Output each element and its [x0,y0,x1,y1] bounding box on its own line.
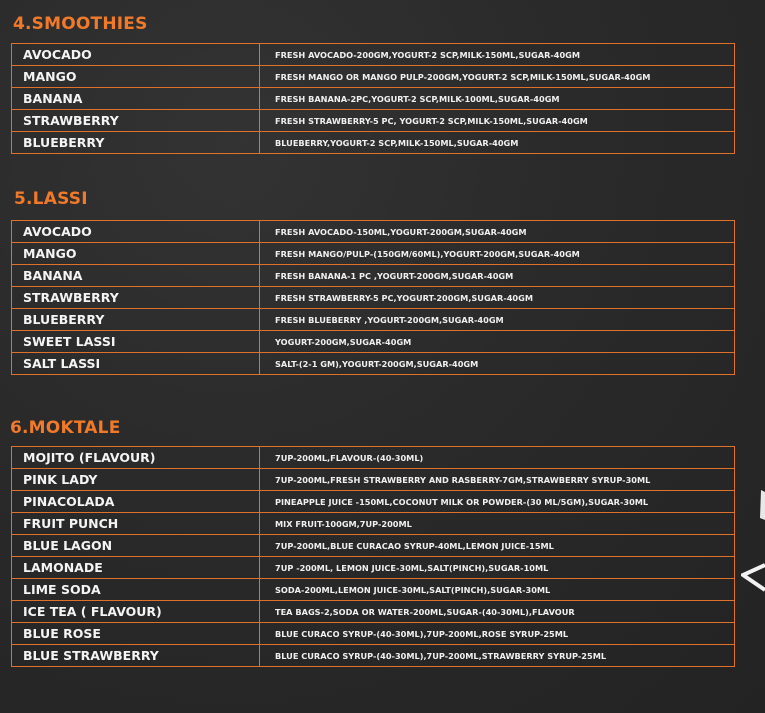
item-name: SWEET LASSI [12,331,260,353]
table-row [12,513,735,535]
item-recipe: YOGURT-200GM,SUGAR-40GM [260,331,735,353]
table-row [12,309,735,331]
table-row [12,579,735,601]
item-recipe: FRESH MANGO OR MANGO PULP-200GM,YOGURT-2 SCP,MILK-150ML,SUGAR-40GM [260,66,735,88]
table-row [12,601,735,623]
table-row [12,110,735,132]
item-recipe: FRESH BANANA-2PC,YOGURT-2 SCP,MILK-100ML,SUGAR-40GM [260,88,735,110]
section-title-lassi: 5.LASSI [14,189,88,209]
section-title-moktale: 6.MOKTALE [10,418,121,438]
table-row [12,265,735,287]
item-recipe: PINEAPPLE JUICE -150ML,COCONUT MILK OR POWDER-(30 ML/5GM),SUGAR-30ML [260,491,735,513]
item-name: BLUEBERRY [12,132,260,154]
table-row [12,287,735,309]
item-name: LIME SODA [12,579,260,601]
item-name: LAMONADE [12,557,260,579]
item-recipe: 7UP-200ML,FRESH STRAWBERRY AND RASBERRY-7GM,STRAWBERRY SYRUP-30ML [260,469,735,491]
table-row [12,353,735,375]
item-name: AVOCADO [12,221,260,243]
item-name: BLUE ROSE [12,623,260,645]
table-row [12,447,735,469]
item-recipe: BLUEBERRY,YOGURT-2 SCP,MILK-150ML,SUGAR-40GM [260,132,735,154]
item-name: MOJITO (FLAVOUR) [12,447,260,469]
smoothies-table [11,43,735,154]
item-recipe: 7UP-200ML,BLUE CURACAO SYRUP-40ML,LEMON JUICE-15ML [260,535,735,557]
item-recipe: FRESH STRAWBERRY-5 PC,YOGURT-200GM,SUGAR-40GM [260,287,735,309]
item-name: MANGO [12,243,260,265]
moktale-table [11,446,735,667]
lassi-table [11,220,735,375]
table-row [12,645,735,667]
item-name: BLUE LAGON [12,535,260,557]
item-recipe: BLUE CURACO SYRUP-(40-30ML),7UP-200ML,ROSE SYRUP-25ML [260,623,735,645]
table-row [12,623,735,645]
table-row [12,535,735,557]
item-recipe: SODA-200ML,LEMON JUICE-30ML,SALT(PINCH),SUGAR-30ML [260,579,735,601]
item-recipe: 7UP -200ML, LEMON JUICE-30ML,SALT(PINCH),SUGAR-10ML [260,557,735,579]
item-recipe: BLUE CURACO SYRUP-(40-30ML),7UP-200ML,STRAWBERRY SYRUP-25ML [260,645,735,667]
table-row [12,88,735,110]
item-name: BANANA [12,265,260,287]
item-recipe: FRESH MANGO/PULP-(150GM/60ML),YOGURT-200GM,SUGAR-40GM [260,243,735,265]
item-recipe: FRESH BLUEBERRY ,YOGURT-200GM,SUGAR-40GM [260,309,735,331]
item-recipe: FRESH AVOCADO-150ML,YOGURT-200GM,SUGAR-40GM [260,221,735,243]
item-recipe: 7UP-200ML,FLAVOUR-(40-30ML) [260,447,735,469]
table-row [12,557,735,579]
decorative-arrow-icon [741,490,765,610]
table-row [12,221,735,243]
table-row [12,44,735,66]
section-title-smoothies: 4.SMOOTHIES [13,14,148,34]
table-row [12,469,735,491]
item-name: FRUIT PUNCH [12,513,260,535]
item-name: AVOCADO [12,44,260,66]
item-name: MANGO [12,66,260,88]
item-name: BLUEBERRY [12,309,260,331]
table-row [12,491,735,513]
table-row [12,331,735,353]
table-row [12,243,735,265]
item-name: PINK LADY [12,469,260,491]
item-name: SALT LASSI [12,353,260,375]
item-name: STRAWBERRY [12,287,260,309]
item-recipe: SALT-(2-1 GM),YOGURT-200GM,SUGAR-40GM [260,353,735,375]
item-name: STRAWBERRY [12,110,260,132]
item-name: ICE TEA ( FLAVOUR) [12,601,260,623]
item-name: BANANA [12,88,260,110]
item-name: PINACOLADA [12,491,260,513]
item-recipe: TEA BAGS-2,SODA OR WATER-200ML,SUGAR-(40-30ML),FLAVOUR [260,601,735,623]
item-recipe: FRESH AVOCADO-200GM,YOGURT-2 SCP,MILK-150ML,SUGAR-40GM [260,44,735,66]
item-recipe: FRESH BANANA-1 PC ,YOGURT-200GM,SUGAR-40GM [260,265,735,287]
table-row [12,66,735,88]
item-recipe: MIX FRUIT-100GM,7UP-200ML [260,513,735,535]
item-recipe: FRESH STRAWBERRY-5 PC, YOGURT-2 SCP,MILK-150ML,SUGAR-40GM [260,110,735,132]
table-row [12,132,735,154]
item-name: BLUE STRAWBERRY [12,645,260,667]
